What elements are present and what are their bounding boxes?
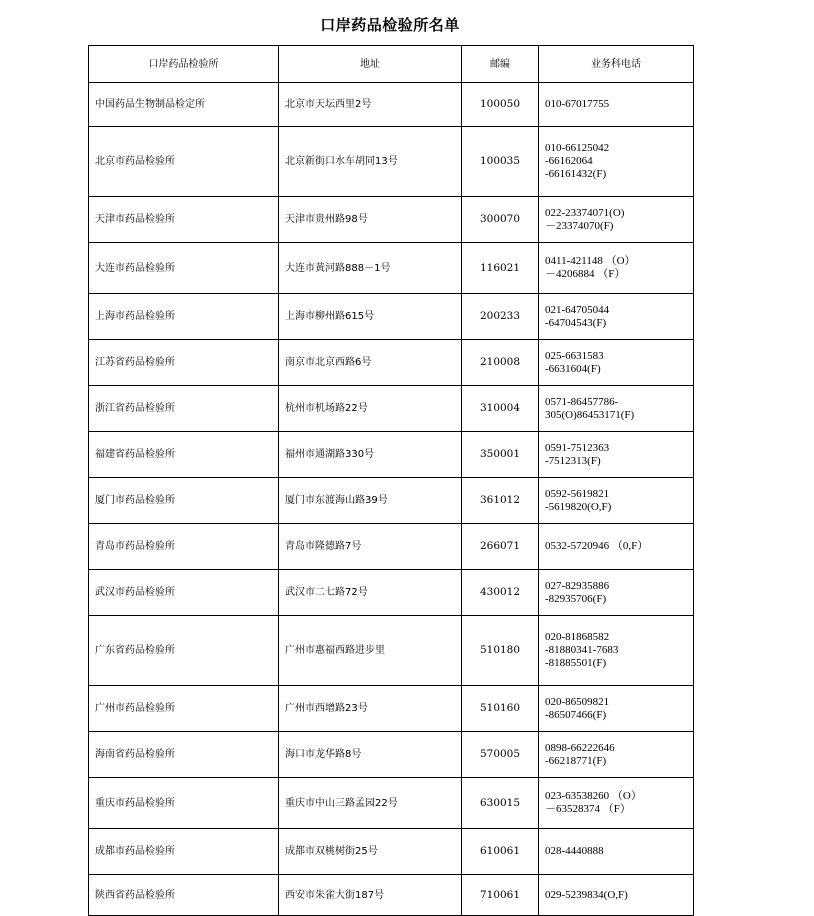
phone-line: 025-6631583 (545, 349, 604, 362)
zip-code-cell: 266071 (462, 524, 539, 570)
phone-cell (539, 829, 694, 875)
phone-line: -66218771(F) (545, 754, 607, 767)
zip-code-cell: 510180 (462, 616, 539, 686)
address-cell: 南京市北京西路6号 (279, 340, 462, 386)
institute-name-cell: 福建省药品检验所 (89, 432, 279, 478)
phone-line: 027-82935886 (545, 579, 610, 592)
zip-code-cell: 100050 (462, 83, 539, 127)
zip-code-cell: 310004 (462, 386, 539, 432)
zip-code-cell: 361012 (462, 478, 539, 524)
institute-name-cell: 中国药品生物制品检定所 (89, 83, 279, 127)
phone-line: 0411-421148 （O） (545, 255, 636, 267)
table-row (89, 732, 694, 778)
phone-cell (539, 778, 694, 829)
phone-line: -66162064 (545, 155, 593, 167)
phone-line: 023-63538260 （O） (545, 790, 642, 802)
phone-cell (539, 875, 694, 916)
phone-line: 022-23374071(O) (545, 206, 625, 219)
table-row (89, 686, 694, 732)
phone-line: 021-64705044 (545, 303, 610, 316)
zip-code-cell: 350001 (462, 432, 539, 478)
phone-cell (539, 570, 694, 616)
table-row (89, 340, 694, 386)
institute-name-cell: 上海市药品检验所 (89, 294, 279, 340)
address-cell: 杭州市机场路22号 (279, 386, 462, 432)
address-cell: 广州市惠福西路进步里 (279, 616, 462, 686)
zip-code-cell: 430012 (462, 570, 539, 616)
table-row (89, 197, 694, 243)
phone-line: －4206884 （F） (545, 268, 626, 280)
address-cell: 西安市朱雀大街187号 (279, 875, 462, 916)
zip-code-cell: 630015 (462, 778, 539, 829)
institute-name-cell: 广州市药品检验所 (89, 686, 279, 732)
table-row (89, 243, 694, 294)
column-header-phone: 业务科电话 (539, 46, 694, 83)
address-cell: 福州市通湖路330号 (279, 432, 462, 478)
institute-name-cell: 厦门市药品检验所 (89, 478, 279, 524)
table-row (89, 478, 694, 524)
phone-cell (539, 478, 694, 524)
phone-line: 305(O)86453171(F) (545, 408, 635, 421)
table-row (89, 778, 694, 829)
page-title: 口岸药品检验所名单 (320, 16, 460, 34)
phone-line: 029-5239834(O,F) (545, 888, 628, 901)
institute-name-cell: 成都市药品检验所 (89, 829, 279, 875)
zip-code-cell: 300070 (462, 197, 539, 243)
address-cell: 重庆市中山三路孟园22号 (279, 778, 462, 829)
zip-code-cell: 570005 (462, 732, 539, 778)
table-row (89, 570, 694, 616)
phone-cell (539, 243, 694, 294)
phone-line: -81880341-7683 (545, 644, 619, 656)
phone-line: -6631604(F) (545, 362, 601, 375)
address-cell: 青岛市隆德路7号 (279, 524, 462, 570)
phone-line: 0898-66222646 (545, 741, 615, 754)
address-cell: 广州市西增路23号 (279, 686, 462, 732)
table-row (89, 616, 694, 686)
institute-name-cell: 北京市药品检验所 (89, 127, 279, 197)
phone-line: 010-67017755 (545, 98, 610, 110)
phone-line: 020-81868582 (545, 631, 610, 643)
phone-cell (539, 340, 694, 386)
phone-line: -7512313(F) (545, 454, 601, 467)
phone-cell (539, 686, 694, 732)
table-row (89, 524, 694, 570)
table-row (89, 386, 694, 432)
zip-code-cell: 510160 (462, 686, 539, 732)
institute-name-cell: 武汉市药品检验所 (89, 570, 279, 616)
phone-line: －63528374 （F） (545, 803, 631, 815)
table-row (89, 294, 694, 340)
address-cell: 天津市贵州路98号 (279, 197, 462, 243)
phone-line: 028-4440888 (545, 845, 604, 857)
address-cell: 厦门市东渡海山路39号 (279, 478, 462, 524)
phone-cell (539, 83, 694, 127)
column-header-institute: 口岸药品检验所 (89, 46, 279, 83)
phone-cell (539, 524, 694, 570)
zip-code-cell: 210008 (462, 340, 539, 386)
table-row (89, 875, 694, 916)
zip-code-cell: 116021 (462, 243, 539, 294)
phone-line: -66161432(F) (545, 168, 607, 180)
phone-cell (539, 616, 694, 686)
table-header-row (89, 46, 694, 83)
phone-cell (539, 386, 694, 432)
phone-line: -5619820(O,F) (545, 500, 612, 513)
institute-name-cell: 陕西省药品检验所 (89, 875, 279, 916)
phone-cell (539, 432, 694, 478)
inspection-institutes-table (88, 45, 694, 916)
institute-name-cell: 重庆市药品检验所 (89, 778, 279, 829)
zip-code-cell: 100035 (462, 127, 539, 197)
institute-name-cell: 江苏省药品检验所 (89, 340, 279, 386)
address-cell: 北京市天坛西里2号 (279, 83, 462, 127)
address-cell: 大连市黄河路888－1号 (279, 243, 462, 294)
phone-line: －23374070(F) (545, 219, 614, 232)
phone-cell (539, 294, 694, 340)
phone-line: 0592-5619821 (545, 487, 610, 500)
institute-name-cell: 大连市药品检验所 (89, 243, 279, 294)
phone-line: -82935706(F) (545, 592, 607, 605)
address-cell: 海口市龙华路8号 (279, 732, 462, 778)
institute-name-cell: 海南省药品检验所 (89, 732, 279, 778)
zip-code-cell: 610061 (462, 829, 539, 875)
phone-cell (539, 127, 694, 197)
phone-line: 020-86509821 (545, 695, 610, 708)
phone-line: -64704543(F) (545, 316, 607, 329)
phone-cell (539, 732, 694, 778)
zip-code-cell: 200233 (462, 294, 539, 340)
address-cell: 武汉市二七路72号 (279, 570, 462, 616)
phone-line: 0591-7512363 (545, 441, 610, 454)
phone-line: -81885501(F) (545, 657, 607, 669)
institute-name-cell: 天津市药品检验所 (89, 197, 279, 243)
address-cell: 上海市柳州路615号 (279, 294, 462, 340)
column-header-zip: 邮编 (462, 46, 539, 83)
phone-line: 0532-5720946 （0,F） (545, 540, 649, 552)
phone-line: -86507466(F) (545, 708, 607, 721)
institute-name-cell: 浙江省药品检验所 (89, 386, 279, 432)
table-row (89, 83, 694, 127)
table-row (89, 829, 694, 875)
table-row (89, 127, 694, 197)
phone-cell (539, 197, 694, 243)
institute-name-cell: 青岛市药品检验所 (89, 524, 279, 570)
address-cell: 北京新街口水车胡同13号 (279, 127, 462, 197)
column-header-address: 地址 (279, 46, 462, 83)
phone-line: 0571-86457786- (545, 395, 619, 408)
phone-line: 010-66125042 (545, 142, 610, 154)
institute-name-cell: 广东省药品检验所 (89, 616, 279, 686)
address-cell: 成都市双桃树街25号 (279, 829, 462, 875)
zip-code-cell: 710061 (462, 875, 539, 916)
table-row (89, 432, 694, 478)
